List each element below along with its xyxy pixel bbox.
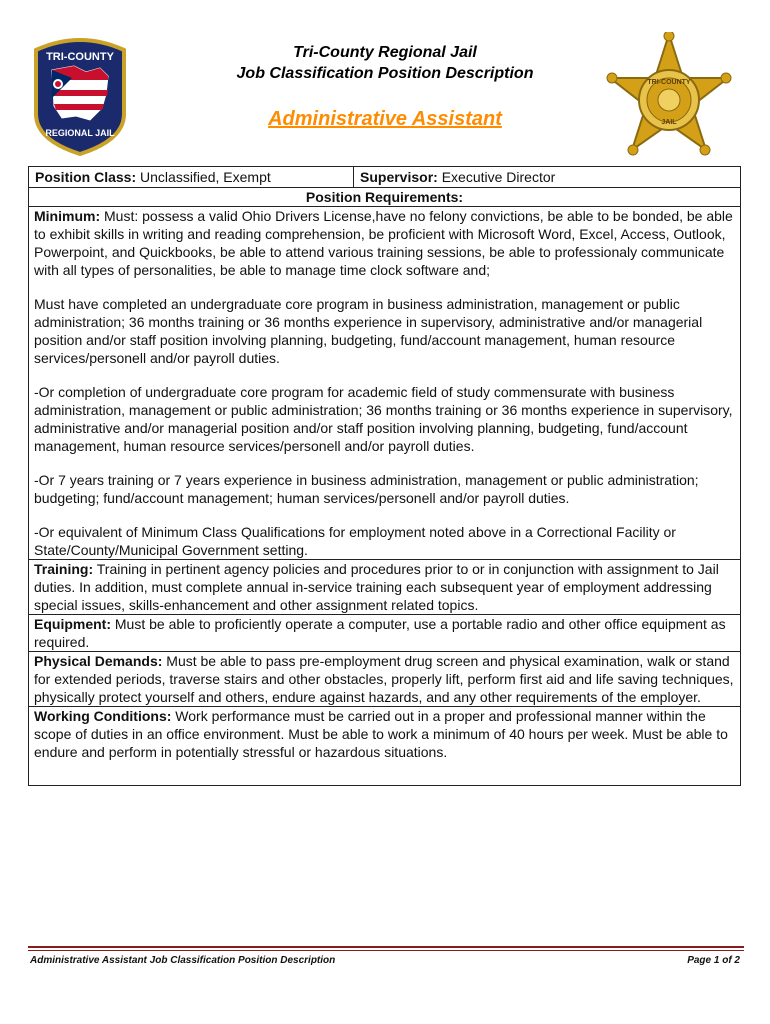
- tri-county-patch-logo: [28, 36, 132, 156]
- minimum-paragraph-2: Must have completed an undergraduate core program in business administration, management or public administration; 36 months training or 36 months experience in supervisory, administrative and/or managerial position and/or staff position involving planning, budgeting, fund/account management, human resource services/personell and/or payroll duties.: [34, 296, 703, 366]
- patch-top-text: TRI-COUNTY: [46, 51, 114, 63]
- document-title: [190, 42, 580, 84]
- position-info-row: [29, 167, 740, 188]
- equipment-label: Equipment:: [34, 616, 111, 632]
- physical-demands-label: Physical Demands:: [34, 653, 163, 669]
- minimum-paragraph-1: [34, 207, 735, 279]
- requirements-header: Position Requirements:: [29, 188, 740, 207]
- title-line-doc: Job Classification Position Description: [236, 65, 534, 82]
- position-class-cell: [29, 167, 354, 187]
- supervisor-cell: [354, 167, 740, 187]
- minimum-section: [29, 207, 740, 560]
- position-class-label: Position Class:: [35, 169, 137, 185]
- physical-demands-section: [29, 652, 740, 707]
- working-conditions-section: [29, 707, 740, 761]
- working-conditions-label: Working Conditions:: [34, 708, 172, 724]
- patch-bottom-text: REGIONAL JAIL: [45, 128, 115, 138]
- training-label: Training:: [34, 561, 94, 577]
- working-conditions-text: Work performance must be carried out in a proper and professional manner within the scope of duties in an office environment. Must be able to work a minimum of 40 hours per week. Must be able to endure and perform in potentially stressful or hazardous situations.: [34, 708, 728, 760]
- star-badge-icon: [607, 32, 731, 155]
- minimum-paragraph-3: -Or completion of undergraduate core program for academic field of study commensurate with business administration, management or public administration; 36 months training or 36 months experience in supervisory, administrative and/or managerial position and/or staff position involving planning, budgeting, fund/account management, human resource services/personell and/or payroll duties.: [34, 384, 733, 454]
- supervisor-value: Executive Director: [437, 169, 556, 185]
- footer-divider-thin: [28, 950, 744, 951]
- position-description-table: [28, 166, 741, 786]
- minimum-text-1: Must: possess a valid Ohio Drivers License,have no felony convictions, be able to be bonded, be able to exhibit skills in writing and reading comprehension, be proficient with Microsoft Word, Excel, Access, Outlook, Powerpoint, and Quickbooks, be able to attend various training sessions, be able to professionaly communicate with all types of personalities, be able to manage time clock software and;: [34, 208, 733, 278]
- badge-bottom-text: JAIL: [661, 119, 677, 126]
- footer-page-number: Page 1 of 2: [687, 955, 740, 966]
- footer-divider-thick: [28, 946, 744, 948]
- position-class-value: Unclassified, Exempt: [136, 169, 271, 185]
- title-line-org: Tri-County Regional Jail: [293, 44, 477, 61]
- position-title: Administrative Assistant: [268, 108, 502, 130]
- minimum-paragraph-5: -Or equivalent of Minimum Class Qualifications for employment noted above in a Correctional Facility or State/County/Municipal Government setting.: [34, 524, 676, 558]
- training-text: Training in pertinent agency policies and procedures prior to or in conjunction with assignment to Jail duties. In addition, must complete annual in-service training each subsequent year of employment addressing special issues, skills-enhancement and other assignment related topics.: [34, 561, 719, 613]
- equipment-section: [29, 615, 740, 652]
- training-section: [29, 560, 740, 615]
- badge-top-text: TRI-COUNTY: [647, 79, 691, 86]
- supervisor-label: Supervisor:: [360, 169, 438, 185]
- footer-document-name: Administrative Assistant Job Classification Position Description: [30, 955, 336, 966]
- sheriff-star-badge-logo: [602, 32, 736, 166]
- minimum-paragraph-4: -Or 7 years training or 7 years experience in business administration, management or public administration; budgeting; fund/account management; human services/personell and/or payroll duties.: [34, 472, 699, 506]
- minimum-label: Minimum:: [34, 208, 101, 224]
- physical-demands-text: Must be able to pass pre-employment drug screen and physical examination, walk or stand for extended periods, traverse stairs and other obstacles, properly lift, perform first aid and life saving techniques, physically protect yourself and others, endure against hazards, and any other requirements of the employer.: [34, 653, 734, 705]
- equipment-text: Must be able to proficiently operate a computer, use a portable radio and other office equipment as required.: [34, 616, 726, 650]
